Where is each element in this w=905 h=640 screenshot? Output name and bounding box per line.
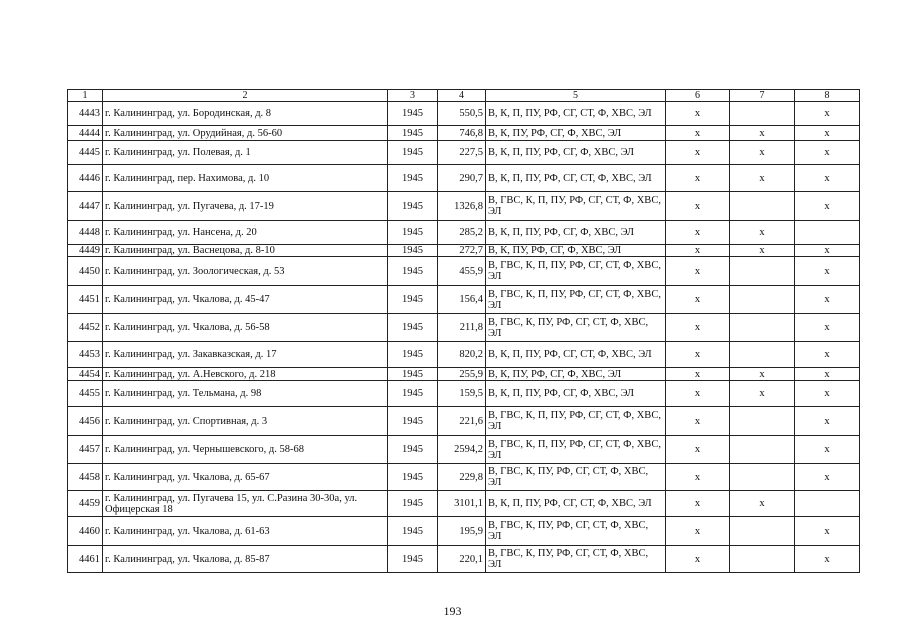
row-number-cell: 4443 xyxy=(68,102,103,126)
table-row xyxy=(68,245,860,257)
area-cell: 159,5 xyxy=(438,381,486,407)
table-row xyxy=(68,368,860,381)
mark-col-7-cell xyxy=(730,192,795,221)
mark-col-8-cell: x xyxy=(795,342,860,368)
table-row xyxy=(68,517,860,546)
address-cell: г. Калининград, ул. Полевая, д. 1 xyxy=(103,141,388,165)
table-row xyxy=(68,491,860,517)
address-cell: г. Калининград, ул. Орудийная, д. 56-60 xyxy=(103,126,388,141)
row-number-cell: 4454 xyxy=(68,368,103,381)
column-header: 7 xyxy=(730,90,795,102)
table-row xyxy=(68,546,860,573)
area-cell: 229,8 xyxy=(438,464,486,491)
engineering-systems-cell: В, ГВС, К, П, ПУ, РФ, СГ, СТ, Ф, ХВС, ЭЛ xyxy=(486,257,666,286)
area-cell: 221,6 xyxy=(438,407,486,436)
row-number-cell: 4446 xyxy=(68,165,103,192)
mark-col-7-cell xyxy=(730,436,795,464)
area-cell: 220,1 xyxy=(438,546,486,573)
mark-col-6-cell: x xyxy=(666,314,730,342)
year-built-cell: 1945 xyxy=(388,141,438,165)
engineering-systems-cell: В, К, П, ПУ, РФ, СГ, СТ, Ф, ХВС, ЭЛ xyxy=(486,342,666,368)
table-row xyxy=(68,342,860,368)
mark-col-7-cell: x xyxy=(730,165,795,192)
column-header: 5 xyxy=(486,90,666,102)
engineering-systems-cell: В, ГВС, К, П, ПУ, РФ, СГ, СТ, Ф, ХВС, ЭЛ xyxy=(486,407,666,436)
table-row xyxy=(68,381,860,407)
mark-col-8-cell xyxy=(795,491,860,517)
year-built-cell: 1945 xyxy=(388,546,438,573)
engineering-systems-cell: В, К, П, ПУ, РФ, СГ, Ф, ХВС, ЭЛ xyxy=(486,221,666,245)
year-built-cell: 1945 xyxy=(388,381,438,407)
address-cell: г. Калининград, ул. Чкалова, д. 56-58 xyxy=(103,314,388,342)
column-header: 4 xyxy=(438,90,486,102)
mark-col-7-cell: x xyxy=(730,126,795,141)
mark-col-6-cell: x xyxy=(666,464,730,491)
area-cell: 211,8 xyxy=(438,314,486,342)
mark-col-6-cell: x xyxy=(666,165,730,192)
mark-col-7-cell: x xyxy=(730,491,795,517)
year-built-cell: 1945 xyxy=(388,245,438,257)
mark-col-6-cell: x xyxy=(666,517,730,546)
page-number: 193 xyxy=(443,604,462,618)
area-cell: 290,7 xyxy=(438,165,486,192)
engineering-systems-cell: В, К, П, ПУ, РФ, СГ, СТ, Ф, ХВС, ЭЛ xyxy=(486,165,666,192)
table-row xyxy=(68,126,860,141)
row-number-cell: 4449 xyxy=(68,245,103,257)
area-cell: 227,5 xyxy=(438,141,486,165)
mark-col-8-cell: x xyxy=(795,517,860,546)
area-cell: 820,2 xyxy=(438,342,486,368)
mark-col-6-cell: x xyxy=(666,381,730,407)
address-cell: г. Калининград, ул. Нансена, д. 20 xyxy=(103,221,388,245)
engineering-systems-cell: В, ГВС, К, ПУ, РФ, СГ, СТ, Ф, ХВС, ЭЛ xyxy=(486,314,666,342)
area-cell: 272,7 xyxy=(438,245,486,257)
mark-col-8-cell: x xyxy=(795,192,860,221)
mark-col-8-cell: x xyxy=(795,368,860,381)
row-number-cell: 4448 xyxy=(68,221,103,245)
mark-col-6-cell: x xyxy=(666,221,730,245)
address-cell: г. Калининград, ул. Зоологическая, д. 53 xyxy=(103,257,388,286)
row-number-cell: 4447 xyxy=(68,192,103,221)
mark-col-6-cell: x xyxy=(666,491,730,517)
table-row xyxy=(68,314,860,342)
mark-col-7-cell xyxy=(730,407,795,436)
area-cell: 1326,8 xyxy=(438,192,486,221)
mark-col-8-cell: x xyxy=(795,464,860,491)
year-built-cell: 1945 xyxy=(388,165,438,192)
table-row xyxy=(68,221,860,245)
mark-col-8-cell: x xyxy=(795,245,860,257)
year-built-cell: 1945 xyxy=(388,342,438,368)
address-cell: г. Калининград, ул. Чкалова, д. 85-87 xyxy=(103,546,388,573)
row-number-cell: 4450 xyxy=(68,257,103,286)
row-number-cell: 4445 xyxy=(68,141,103,165)
row-number-cell: 4461 xyxy=(68,546,103,573)
mark-col-6-cell: x xyxy=(666,257,730,286)
table-row xyxy=(68,257,860,286)
column-header: 6 xyxy=(666,90,730,102)
area-cell: 455,9 xyxy=(438,257,486,286)
mark-col-7-cell xyxy=(730,286,795,314)
mark-col-8-cell: x xyxy=(795,126,860,141)
column-header: 8 xyxy=(795,90,860,102)
mark-col-8-cell: x xyxy=(795,165,860,192)
table-row xyxy=(68,286,860,314)
mark-col-7-cell: x xyxy=(730,368,795,381)
year-built-cell: 1945 xyxy=(388,286,438,314)
row-number-cell: 4459 xyxy=(68,491,103,517)
table-row xyxy=(68,407,860,436)
mark-col-8-cell: x xyxy=(795,407,860,436)
mark-col-6-cell: x xyxy=(666,407,730,436)
address-cell: г. Калининград, ул. Чкалова, д. 65-67 xyxy=(103,464,388,491)
table-row xyxy=(68,165,860,192)
mark-col-7-cell xyxy=(730,314,795,342)
area-cell: 550,5 xyxy=(438,102,486,126)
engineering-systems-cell: В, ГВС, К, ПУ, РФ, СГ, СТ, Ф, ХВС, ЭЛ xyxy=(486,464,666,491)
year-built-cell: 1945 xyxy=(388,491,438,517)
mark-col-7-cell xyxy=(730,342,795,368)
table-row xyxy=(68,141,860,165)
mark-col-6-cell: x xyxy=(666,546,730,573)
header-row xyxy=(68,90,860,102)
engineering-systems-cell: В, ГВС, К, ПУ, РФ, СГ, СТ, Ф, ХВС, ЭЛ xyxy=(486,517,666,546)
year-built-cell: 1945 xyxy=(388,221,438,245)
row-number-cell: 4452 xyxy=(68,314,103,342)
row-number-cell: 4453 xyxy=(68,342,103,368)
column-header: 1 xyxy=(68,90,103,102)
mark-col-6-cell: x xyxy=(666,126,730,141)
engineering-systems-cell: В, К, П, ПУ, РФ, СГ, Ф, ХВС, ЭЛ xyxy=(486,381,666,407)
engineering-systems-cell: В, К, П, ПУ, РФ, СГ, СТ, Ф, ХВС, ЭЛ xyxy=(486,102,666,126)
row-number-cell: 4451 xyxy=(68,286,103,314)
year-built-cell: 1945 xyxy=(388,436,438,464)
row-number-cell: 4460 xyxy=(68,517,103,546)
mark-col-6-cell: x xyxy=(666,102,730,126)
row-number-cell: 4456 xyxy=(68,407,103,436)
mark-col-6-cell: x xyxy=(666,368,730,381)
mark-col-8-cell xyxy=(795,221,860,245)
engineering-systems-cell: В, ГВС, К, П, ПУ, РФ, СГ, СТ, Ф, ХВС, ЭЛ xyxy=(486,192,666,221)
mark-col-7-cell xyxy=(730,464,795,491)
year-built-cell: 1945 xyxy=(388,517,438,546)
year-built-cell: 1945 xyxy=(388,192,438,221)
address-cell: г. Калининград, ул. А.Невского, д. 218 xyxy=(103,368,388,381)
area-cell: 2594,2 xyxy=(438,436,486,464)
mark-col-6-cell: x xyxy=(666,245,730,257)
mark-col-8-cell: x xyxy=(795,257,860,286)
engineering-systems-cell: В, К, ПУ, РФ, СГ, Ф, ХВС, ЭЛ xyxy=(486,245,666,257)
address-cell: г. Калининград, ул. Пугачева 15, ул. С.Разина 30-30а, ул. Офицерская 18 xyxy=(103,491,388,517)
table-row xyxy=(68,464,860,491)
mark-col-7-cell xyxy=(730,517,795,546)
column-header: 2 xyxy=(103,90,388,102)
address-cell: г. Калининград, ул. Чернышевского, д. 58-68 xyxy=(103,436,388,464)
address-cell: г. Калининград, ул. Пугачева, д. 17-19 xyxy=(103,192,388,221)
address-cell: г. Калининград, ул. Чкалова, д. 61-63 xyxy=(103,517,388,546)
mark-col-6-cell: x xyxy=(666,286,730,314)
row-number-cell: 4458 xyxy=(68,464,103,491)
row-number-cell: 4457 xyxy=(68,436,103,464)
mark-col-7-cell: x xyxy=(730,141,795,165)
mark-col-8-cell: x xyxy=(795,381,860,407)
table-row xyxy=(68,102,860,126)
area-cell: 3101,1 xyxy=(438,491,486,517)
area-cell: 156,4 xyxy=(438,286,486,314)
mark-col-8-cell: x xyxy=(795,141,860,165)
mark-col-7-cell xyxy=(730,102,795,126)
mark-col-8-cell: x xyxy=(795,546,860,573)
year-built-cell: 1945 xyxy=(388,464,438,491)
area-cell: 255,9 xyxy=(438,368,486,381)
row-number-cell: 4455 xyxy=(68,381,103,407)
engineering-systems-cell: В, К, ПУ, РФ, СГ, Ф, ХВС, ЭЛ xyxy=(486,368,666,381)
mark-col-7-cell: x xyxy=(730,221,795,245)
year-built-cell: 1945 xyxy=(388,407,438,436)
table-row xyxy=(68,192,860,221)
area-cell: 285,2 xyxy=(438,221,486,245)
housing-register-table xyxy=(67,89,860,573)
engineering-systems-cell: В, ГВС, К, П, ПУ, РФ, СГ, СТ, Ф, ХВС, ЭЛ xyxy=(486,436,666,464)
engineering-systems-cell: В, ГВС, К, П, ПУ, РФ, СГ, СТ, Ф, ХВС, ЭЛ xyxy=(486,286,666,314)
mark-col-8-cell: x xyxy=(795,314,860,342)
mark-col-7-cell: x xyxy=(730,381,795,407)
year-built-cell: 1945 xyxy=(388,314,438,342)
table-row xyxy=(68,436,860,464)
address-cell: г. Калининград, ул. Чкалова, д. 45-47 xyxy=(103,286,388,314)
mark-col-8-cell: x xyxy=(795,436,860,464)
year-built-cell: 1945 xyxy=(388,102,438,126)
engineering-systems-cell: В, ГВС, К, ПУ, РФ, СГ, СТ, Ф, ХВС, ЭЛ xyxy=(486,546,666,573)
address-cell: г. Калининград, ул. Закавказская, д. 17 xyxy=(103,342,388,368)
address-cell: г. Калининград, ул. Спортивная, д. 3 xyxy=(103,407,388,436)
mark-col-6-cell: x xyxy=(666,436,730,464)
year-built-cell: 1945 xyxy=(388,368,438,381)
year-built-cell: 1945 xyxy=(388,257,438,286)
engineering-systems-cell: В, К, ПУ, РФ, СГ, Ф, ХВС, ЭЛ xyxy=(486,126,666,141)
mark-col-7-cell xyxy=(730,257,795,286)
address-cell: г. Калининград, ул. Бородинская, д. 8 xyxy=(103,102,388,126)
row-number-cell: 4444 xyxy=(68,126,103,141)
mark-col-6-cell: x xyxy=(666,192,730,221)
mark-col-6-cell: x xyxy=(666,141,730,165)
address-cell: г. Калининград, пер. Нахимова, д. 10 xyxy=(103,165,388,192)
mark-col-8-cell: x xyxy=(795,102,860,126)
engineering-systems-cell: В, К, П, ПУ, РФ, СГ, Ф, ХВС, ЭЛ xyxy=(486,141,666,165)
mark-col-7-cell xyxy=(730,546,795,573)
mark-col-6-cell: x xyxy=(666,342,730,368)
address-cell: г. Калининград, ул. Тельмана, д. 98 xyxy=(103,381,388,407)
mark-col-8-cell: x xyxy=(795,286,860,314)
engineering-systems-cell: В, К, П, ПУ, РФ, СГ, СТ, Ф, ХВС, ЭЛ xyxy=(486,491,666,517)
area-cell: 746,8 xyxy=(438,126,486,141)
year-built-cell: 1945 xyxy=(388,126,438,141)
mark-col-7-cell: x xyxy=(730,245,795,257)
column-header: 3 xyxy=(388,90,438,102)
address-cell: г. Калининград, ул. Васнецова, д. 8-10 xyxy=(103,245,388,257)
area-cell: 195,9 xyxy=(438,517,486,546)
